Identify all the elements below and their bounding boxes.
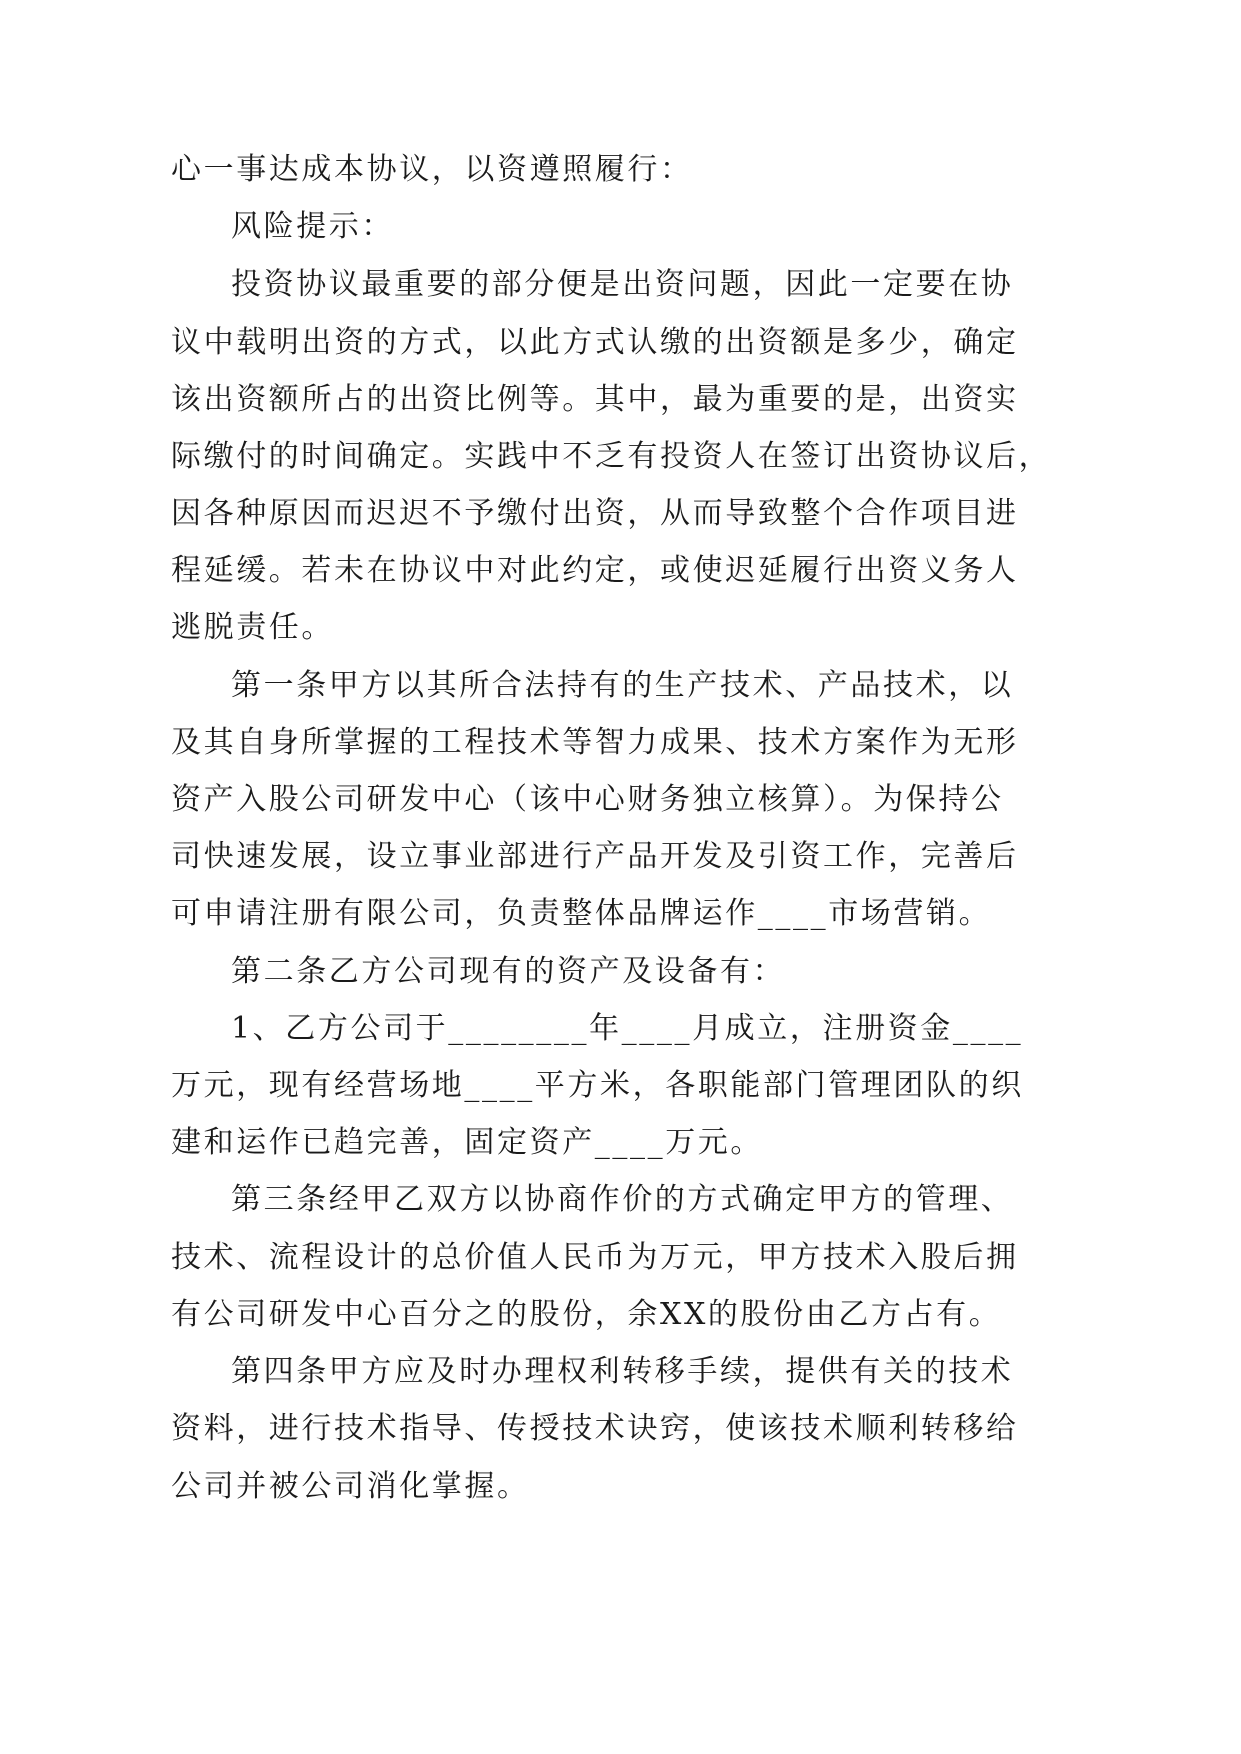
text-line [0,889,1241,939]
line-text: 及其自身所掌握的工程技术等智力成果、技术方案作为无形 [171,725,1019,760]
line-text: 可申请注册有限公司，负责整体品牌运作____市场营销。 [171,896,992,931]
line-text: 有公司研发中心百分之的股份，余XX的股份由乙方占有。 [171,1297,1002,1332]
text-line [0,202,1241,252]
line-text: 第二条乙方公司现有的资产及设备有： [231,954,786,989]
text-line [0,1347,1241,1397]
line-text: 1、乙方公司于________年____月成立，注册资金____ [231,1011,1024,1046]
text-line [0,1233,1241,1283]
line-text: 风险提示： [231,209,394,244]
text-line [0,318,1241,368]
text-line [0,603,1241,653]
text-line [0,260,1241,310]
line-text: 第一条甲方以其所合法持有的生产技术、产品技术，以 [231,668,1014,703]
line-text: 资产入股公司研发中心（该中心财务独立核算）。为保持公 [171,782,1004,817]
line-text: 逃脱责任。 [171,610,334,645]
line-text: 建和运作已趋完善，固定资产____万元。 [171,1125,763,1160]
line-text: 际缴付的时间确定。实践中不乏有投资人在签订出资协议后， [171,439,1052,474]
line-text: 司快速发展，设立事业部进行产品开发及引资工作，完善后 [171,839,1019,874]
line-text: 资料，进行技术指导、传授技术诀窍，使该技术顺利转移给 [171,1411,1019,1446]
text-line [0,1004,1241,1054]
line-text: 因各种原因而迟迟不予缴付出资，从而导致整个合作项目进 [171,496,1019,531]
line-text: 技术、流程设计的总价值人民币为万元，甲方技术入股后拥 [171,1240,1019,1275]
line-text: 第三条经甲乙双方以协商作价的方式确定甲方的管理、 [231,1182,1014,1217]
text-line [0,1061,1241,1111]
text-line [0,1404,1241,1454]
text-line [0,661,1241,711]
line-text: 第四条甲方应及时办理权利转移手续，提供有关的技术 [231,1354,1014,1389]
text-line [0,832,1241,882]
text-line [0,489,1241,539]
line-text: 心一事达成本协议，以资遵照履行： [171,152,693,187]
line-text: 公司并被公司消化掌握。 [171,1469,530,1504]
text-line [0,145,1241,195]
line-text: 万元，现有经营场地____平方米，各职能部门管理团队的织 [171,1068,1024,1103]
text-line [0,1118,1241,1168]
text-line [0,1175,1241,1225]
text-line [0,1290,1241,1340]
text-line [0,432,1241,482]
text-line [0,1462,1241,1512]
line-text: 该出资额所占的出资比例等。其中，最为重要的是，出资实 [171,382,1019,417]
line-text: 程延缓。若未在协议中对此约定，或使迟延履行出资义务人 [171,553,1019,588]
text-line [0,546,1241,596]
text-line [0,775,1241,825]
line-text: 投资协议最重要的部分便是出资问题，因此一定要在协 [231,267,1014,302]
text-line [0,375,1241,425]
text-line [0,718,1241,768]
text-line [0,947,1241,997]
line-text: 议中载明出资的方式，以此方式认缴的出资额是多少，确定 [171,325,1019,360]
